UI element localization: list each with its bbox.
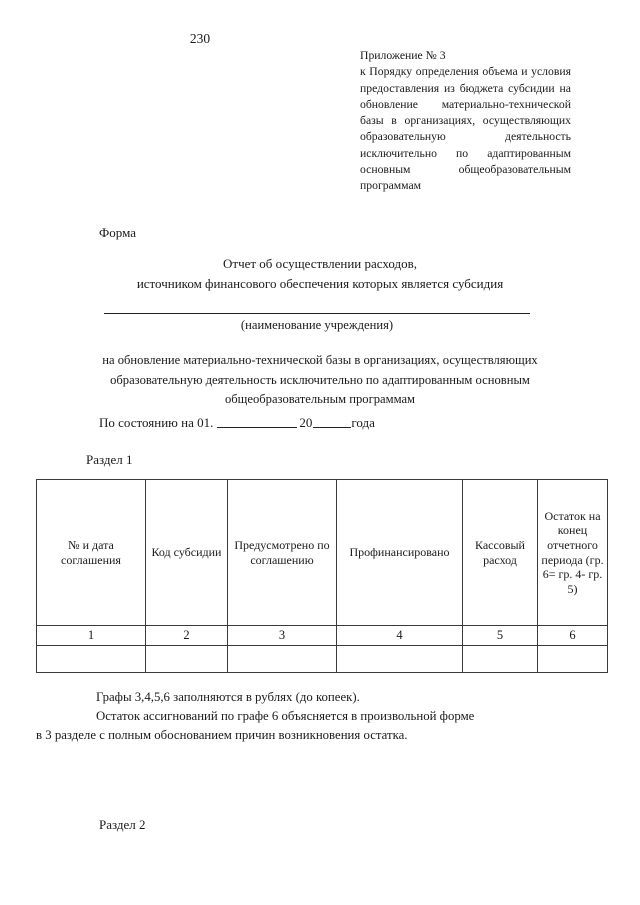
form-label: Форма (99, 225, 136, 240)
note-line-1: Графы 3,4,5,6 заполняются в рублях (до копеек). (96, 690, 360, 704)
table-header-period-end-balance: Остаток на конец отчетного периода (гр. 6= гр. 4- гр. 5) (538, 480, 608, 626)
table-cell-period-end-balance[interactable] (538, 646, 608, 673)
purpose-paragraph: на обновление материально-технической базы в организациях, осуществляющих образовательную деятельность исключительно по адаптированным основным общеобразовательным программам (102, 353, 538, 406)
table-column-number-row (37, 626, 608, 646)
status-date-line (99, 414, 375, 432)
table-header-financed: Профинансировано (337, 480, 463, 626)
column-number-2: 2 (146, 626, 228, 646)
table-header-subsidy-code: Код субсидии (146, 480, 228, 626)
year-blank-field[interactable] (313, 427, 351, 428)
document-title-line-1: Отчет об осуществлении расходов, (223, 256, 417, 271)
column-number-5: 5 (463, 626, 538, 646)
institution-name-caption: (наименование учреждения) (240, 318, 394, 332)
report-table (36, 479, 608, 673)
status-year-prefix: 20 (299, 415, 313, 430)
month-blank-field[interactable] (217, 427, 297, 428)
section-1-label: Раздел 1 (86, 452, 133, 467)
column-number-3: 3 (228, 626, 337, 646)
table-cell-subsidy-code[interactable] (146, 646, 228, 673)
table-cell-provided-by-agreement[interactable] (228, 646, 337, 673)
table-cell-agreement-number[interactable] (37, 646, 146, 673)
table-header-provided-by-agreement: Предусмотрено по соглашению (228, 480, 337, 626)
table-header-row (37, 480, 608, 626)
page-number: 230 (189, 31, 211, 46)
table-row (37, 646, 608, 673)
table-header-cash-expense: Кассовый расход (463, 480, 538, 626)
note-line-3: в 3 разделе с полным обоснованием причин возникновения остатка. (36, 728, 408, 742)
institution-name-blank[interactable] (104, 313, 530, 314)
appendix-reference-block (360, 48, 571, 195)
status-date-prefix: По состоянию на 01. (99, 415, 214, 430)
table-cell-cash-expense[interactable] (463, 646, 538, 673)
table-header-agreement-number: № и дата соглашения (37, 480, 146, 626)
column-number-4: 4 (337, 626, 463, 646)
table-notes (36, 688, 596, 745)
column-number-6: 6 (538, 626, 608, 646)
table-cell-financed[interactable] (337, 646, 463, 673)
status-date-suffix: года (351, 415, 375, 430)
appendix-body: к Порядку определения объема и условия предоставления из бюджета субсидии на обновление материально-технической базы в организациях, осуществляющих образовательную деятельность исключительно по адаптированным основным общеобразовательным программам (360, 65, 571, 193)
document-title (60, 254, 580, 294)
column-number-1: 1 (37, 626, 146, 646)
document-title-line-2: источником финансового обеспечения которых является субсидия (136, 276, 504, 291)
section-2-label: Раздел 2 (99, 817, 146, 832)
note-line-2: Остаток ассигнований по графе 6 объясняется в произвольной форме (96, 709, 475, 723)
appendix-number: Приложение № 3 (360, 49, 446, 62)
